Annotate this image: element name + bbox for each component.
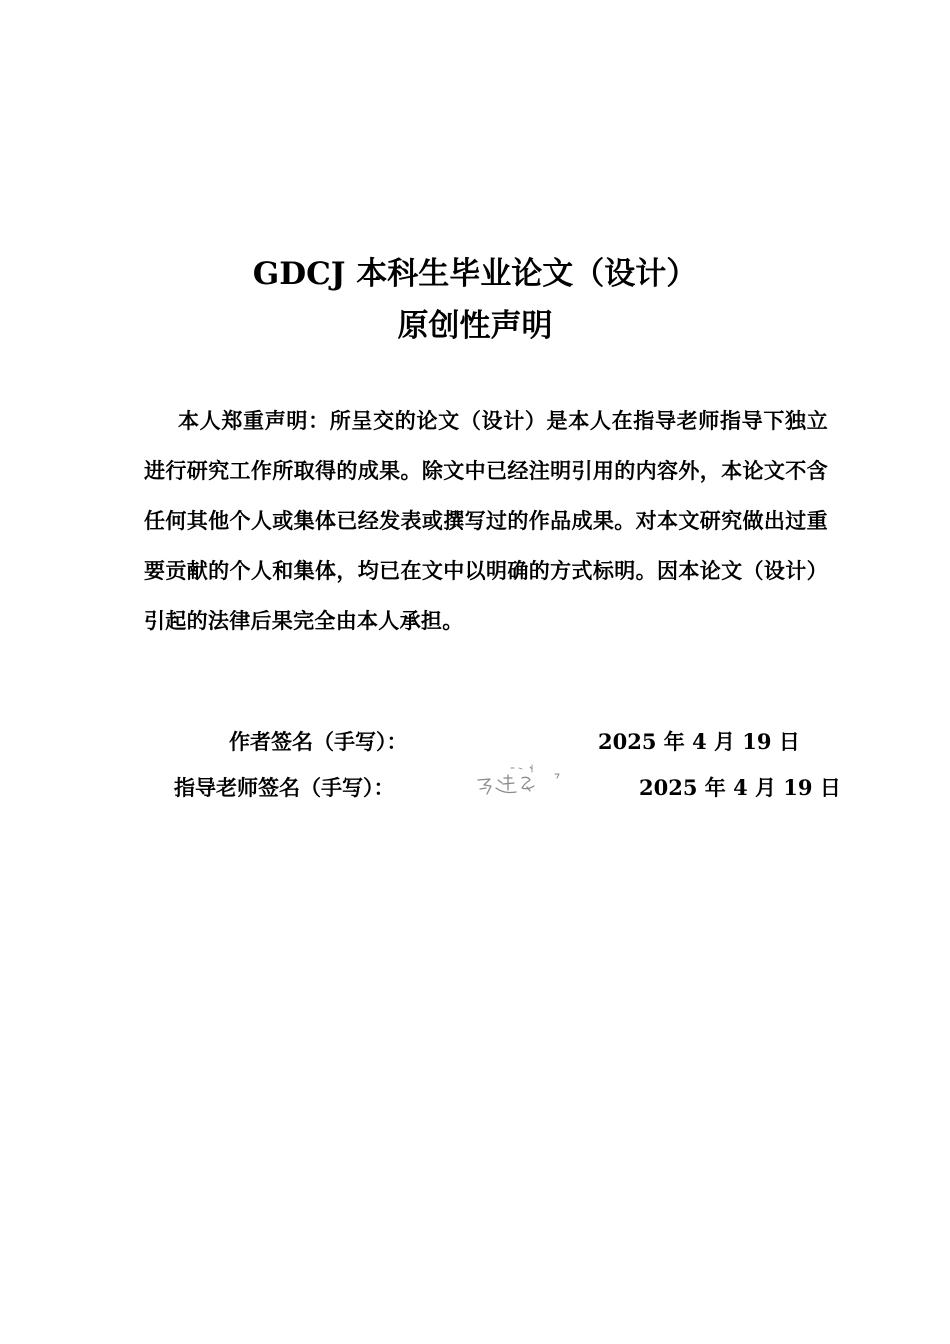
title-line-1: GDCJ 本科生毕业论文（设计）	[252, 256, 698, 292]
advisor-signature-label: 指导老师签名（手写）：	[174, 775, 395, 800]
advisor-handwritten-signature	[470, 758, 570, 802]
title-line-2: 原创性声明	[397, 308, 553, 344]
author-signature-row	[0, 726, 950, 760]
author-signature-date: 2025 年 4 月 19 日	[598, 729, 800, 754]
declaration-statement: 本人郑重声明：所呈交的论文（设计）是本人在指导老师指导下独立进行研究工作所取得的成果。除文中已经注明引用的内容外，本论文不含任何其他个人或集体已经发表或撰写过的作品成果。对本文研究做出过重要贡献的个人和集体，均已在文中以明确的方式标明。因本论文（设计）引起的法律后果完全由本人承担。	[144, 408, 828, 633]
advisor-signature-date: 2025 年 4 月 19 日	[639, 775, 841, 800]
author-signature-label: 作者签名（手写）：	[229, 729, 408, 754]
